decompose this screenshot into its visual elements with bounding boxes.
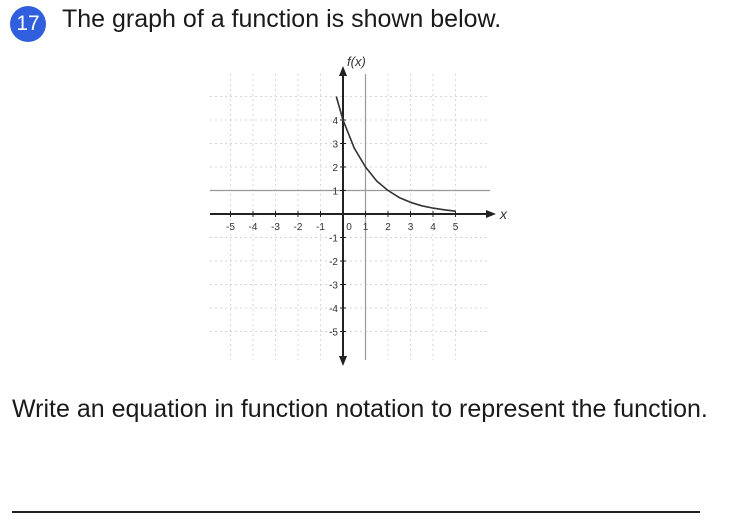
y-tick-label: -4 [329, 304, 338, 315]
function-graph [200, 52, 510, 370]
grid-layer [210, 74, 490, 360]
question-number-badge: 17 [10, 6, 46, 42]
x-axis-label: x [500, 206, 507, 222]
x-tick-label: 4 [430, 222, 436, 233]
x-tick-label: -3 [271, 222, 280, 233]
x-tick-label: 5 [452, 222, 459, 233]
function-curve [336, 97, 455, 212]
x-tick-label: -4 [248, 222, 258, 233]
y-axis-arrow [339, 66, 347, 76]
y-tick-label: -5 [329, 327, 338, 339]
x-tick-label: -5 [226, 222, 235, 233]
y-axis-label: f(x) [347, 54, 366, 69]
curve-layer [336, 97, 455, 212]
x-tick-label: 1 [362, 222, 369, 233]
x-tick-label: 0 [346, 222, 352, 233]
y-tick-label: 2 [332, 163, 338, 174]
y-axis-arrow-down [339, 356, 347, 366]
x-axis-arrow [486, 210, 496, 218]
x-tick-label: -1 [316, 222, 325, 233]
question-title: The graph of a function is shown below. [62, 5, 502, 33]
x-tick-label: -2 [293, 222, 303, 233]
y-tick-label: -2 [329, 257, 338, 268]
x-tick-label: 3 [407, 222, 414, 233]
question-prompt: Write an equation in function notation to represent the function. [12, 395, 708, 423]
x-tick-label: 2 [385, 222, 391, 233]
answer-line[interactable] [12, 511, 700, 513]
graph-svg [200, 52, 510, 370]
y-tick-label: -1 [329, 233, 338, 245]
y-tick-label: 4 [332, 116, 338, 127]
y-tick-label: -3 [329, 280, 338, 292]
y-tick-label: 3 [332, 139, 338, 151]
y-tick-label: 1 [332, 186, 338, 198]
